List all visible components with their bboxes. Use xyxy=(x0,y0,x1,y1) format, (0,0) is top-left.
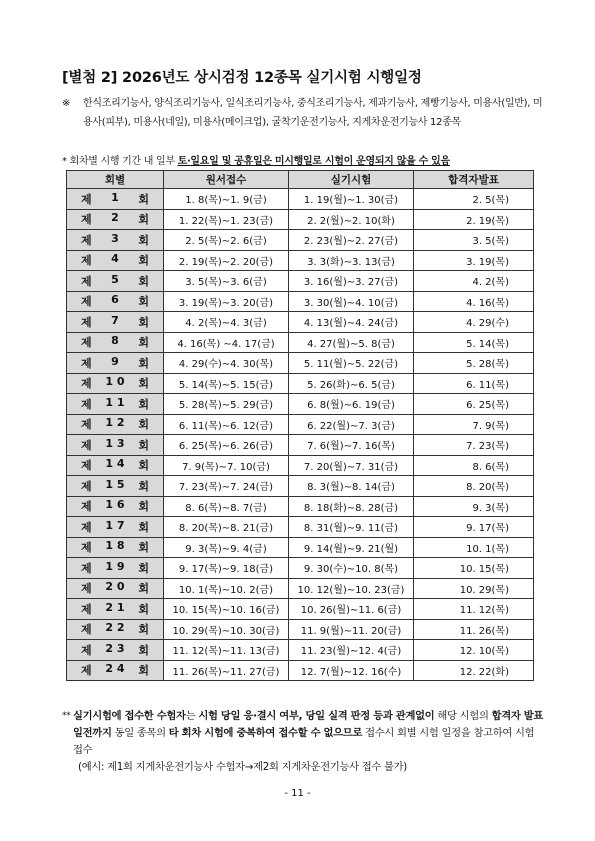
round-part: 회 xyxy=(138,479,149,493)
round-label xyxy=(67,621,163,637)
round-cell xyxy=(67,291,164,312)
footnote-example: (예시: 제1회 지게차운전기능사 수험자→제2회 지게차운전기능사 접수 불가) xyxy=(78,761,408,773)
apply-cell: 2. 19(목)∼2. 20(금) xyxy=(164,250,289,271)
page-number: - 11 - xyxy=(284,788,311,799)
table-row xyxy=(67,250,534,271)
round-label xyxy=(67,560,163,576)
round-label xyxy=(67,601,163,617)
apply-cell: 8. 6(목)∼8. 7(금) xyxy=(164,496,289,517)
footnote-t2: 해당 시험의 xyxy=(434,710,492,722)
round-label xyxy=(67,211,163,227)
apply-cell: 11. 12(목)∼11. 13(금) xyxy=(164,640,289,661)
round-part: 제 xyxy=(81,377,92,391)
round-cell xyxy=(67,476,164,497)
result-cell: 8. 6(목) xyxy=(414,455,534,476)
round-part: 회 xyxy=(138,664,149,678)
round-label xyxy=(67,375,163,391)
round-label xyxy=(67,539,163,555)
apply-cell: 4. 29(수)∼4. 30(목) xyxy=(164,353,289,374)
exam-cell: 11. 23(월)∼12. 4(금) xyxy=(289,640,414,661)
table-row xyxy=(67,599,534,620)
exam-cell: 4. 27(월)∼5. 8(금) xyxy=(289,332,414,353)
exam-cell: 8. 31(월)∼9. 11(금) xyxy=(289,517,414,538)
apply-cell: 10. 1(목)∼10. 2(금) xyxy=(164,578,289,599)
result-cell: 4. 2(목) xyxy=(414,271,534,292)
exam-cell: 3. 3(화)∼3. 13(금) xyxy=(289,250,414,271)
result-cell: 11. 26(목) xyxy=(414,619,534,640)
round-part: 회 xyxy=(138,336,149,350)
round-label xyxy=(67,355,163,371)
footnote-b1: 실기시험에 접수한 수험자 xyxy=(73,710,186,722)
header-round: 회별 xyxy=(67,171,164,189)
round-label xyxy=(67,232,163,248)
round-part: 제 xyxy=(81,520,92,534)
round-part: 회 xyxy=(138,500,149,514)
apply-cell: 6. 11(목)∼6. 12(금) xyxy=(164,414,289,435)
round-part: 제 xyxy=(81,664,92,678)
round-cell xyxy=(67,250,164,271)
round-cell xyxy=(67,189,164,210)
exam-cell: 9. 30(수)∼10. 8(목) xyxy=(289,558,414,579)
page-title: [별첨 2] 2026년도 상시검정 12종목 실기시험 시행일정 xyxy=(62,70,422,86)
table-row xyxy=(67,537,534,558)
round-part: 1 xyxy=(111,190,119,204)
round-label xyxy=(67,273,163,289)
round-part: 회 xyxy=(138,582,149,596)
round-part: 회 xyxy=(138,602,149,616)
round-label xyxy=(67,334,163,350)
round-part: 제 xyxy=(81,213,92,227)
table-row xyxy=(67,373,534,394)
round-part: 1 3 xyxy=(105,436,125,450)
round-label xyxy=(67,519,163,535)
round-part: 1 8 xyxy=(105,539,125,553)
round-part: 제 xyxy=(81,561,92,575)
round-cell xyxy=(67,373,164,394)
round-cell xyxy=(67,271,164,292)
result-cell: 11. 12(목) xyxy=(414,599,534,620)
apply-cell: 3. 19(목)∼3. 20(금) xyxy=(164,291,289,312)
apply-cell: 4. 16(목) ∼4. 17(금) xyxy=(164,332,289,353)
round-part: 6 xyxy=(111,293,119,307)
round-cell xyxy=(67,578,164,599)
round-cell xyxy=(67,230,164,251)
footnote-body xyxy=(73,708,544,776)
table-row xyxy=(67,455,534,476)
round-part: 4 xyxy=(111,252,119,266)
exam-cell: 5. 11(월)∼5. 22(금) xyxy=(289,353,414,374)
exam-cell: 1. 19(월)∼1. 30(금) xyxy=(289,189,414,210)
round-part: 제 xyxy=(81,623,92,637)
round-label xyxy=(67,437,163,453)
round-part: 7 xyxy=(111,313,119,327)
exam-cell: 10. 12(월)∼10. 23(금) xyxy=(289,578,414,599)
apply-cell: 11. 26(목)∼11. 27(금) xyxy=(164,660,289,681)
round-part: 회 xyxy=(138,541,149,555)
round-part: 제 xyxy=(81,500,92,514)
table-row xyxy=(67,578,534,599)
header-apply: 원서접수 xyxy=(164,171,289,189)
exam-cell: 7. 20(월)∼7. 31(금) xyxy=(289,455,414,476)
result-cell: 10. 29(목) xyxy=(414,578,534,599)
round-part: 회 xyxy=(138,254,149,268)
header-result: 합격자발표 xyxy=(414,171,534,189)
round-label xyxy=(67,478,163,494)
round-cell xyxy=(67,640,164,661)
round-part: 제 xyxy=(81,192,92,206)
apply-cell: 10. 29(목)∼10. 30(금) xyxy=(164,619,289,640)
round-cell xyxy=(67,435,164,456)
result-cell: 5. 28(목) xyxy=(414,353,534,374)
round-cell xyxy=(67,599,164,620)
table-header-row xyxy=(67,171,534,189)
round-part: 3 xyxy=(111,231,119,245)
round-part: 제 xyxy=(81,233,92,247)
round-label xyxy=(67,396,163,412)
round-part: 회 xyxy=(138,315,149,329)
round-part: 1 9 xyxy=(105,559,125,573)
round-part: 회 xyxy=(138,233,149,247)
table-row xyxy=(67,312,534,333)
apply-cell: 7. 23(목)∼7. 24(금) xyxy=(164,476,289,497)
target-items-note xyxy=(62,94,547,132)
round-part: 제 xyxy=(81,479,92,493)
round-cell xyxy=(67,537,164,558)
round-part: 5 xyxy=(111,272,119,286)
footnote-mark: ** xyxy=(62,711,71,721)
round-part: 제 xyxy=(81,295,92,309)
exam-cell: 6. 22(월)∼7. 3(금) xyxy=(289,414,414,435)
round-cell xyxy=(67,455,164,476)
round-part: 제 xyxy=(81,397,92,411)
round-label xyxy=(67,314,163,330)
round-label xyxy=(67,191,163,207)
round-part: 회 xyxy=(138,356,149,370)
round-part: 2 4 xyxy=(105,662,125,676)
round-cell xyxy=(67,332,164,353)
table-row xyxy=(67,435,534,456)
round-part: 회 xyxy=(138,274,149,288)
table-row xyxy=(67,332,534,353)
round-label xyxy=(67,642,163,658)
apply-cell: 2. 5(목)∼2. 6(금) xyxy=(164,230,289,251)
round-cell xyxy=(67,414,164,435)
round-part: 제 xyxy=(81,336,92,350)
target-items-text: 한식조리기능사, 양식조리기능사, 일식조리기능사, 중식조리기능사, 제과기능사, 제빵기능사, 미용사(일반), 미용사(피부), 미용사(네일), 미용사(메이크업), 굴착기운전기능사, 지게차운전기능사 12종목 xyxy=(83,98,543,128)
round-label xyxy=(67,293,163,309)
exam-cell: 4. 13(월)∼4. 24(금) xyxy=(289,312,414,333)
table-row xyxy=(67,476,534,497)
table-row xyxy=(67,517,534,538)
result-cell: 3. 5(목) xyxy=(414,230,534,251)
round-part: 2 xyxy=(111,211,119,225)
result-cell: 6. 25(목) xyxy=(414,394,534,415)
round-part: 제 xyxy=(81,459,92,473)
round-part: 회 xyxy=(138,295,149,309)
round-part: 회 xyxy=(138,418,149,432)
exam-cell: 2. 23(월)∼2. 27(금) xyxy=(289,230,414,251)
round-part: 1 1 xyxy=(105,395,125,409)
round-cell xyxy=(67,619,164,640)
exam-cell: 8. 18(화)∼8. 28(금) xyxy=(289,496,414,517)
footnote-t4: 접수시 회별 시험 일정을 참고하여 시험 접수 xyxy=(73,727,535,756)
apply-cell: 5. 28(목)∼5. 29(금) xyxy=(164,394,289,415)
exam-cell: 5. 26(화)∼6. 5(금) xyxy=(289,373,414,394)
result-cell: 4. 29(수) xyxy=(414,312,534,333)
apply-cell: 6. 25(목)∼6. 26(금) xyxy=(164,435,289,456)
header-exam: 실기시험 xyxy=(289,171,414,189)
exam-cell: 10. 26(월)∼11. 6(금) xyxy=(289,599,414,620)
round-part: 제 xyxy=(81,356,92,370)
apply-cell: 4. 2(목)∼4. 3(금) xyxy=(164,312,289,333)
footnote-t1: 는 xyxy=(185,710,199,722)
footnote xyxy=(62,708,544,776)
exam-cell: 12. 7(월)∼12. 16(수) xyxy=(289,660,414,681)
round-label xyxy=(67,457,163,473)
exam-cell: 3. 30(월)∼4. 10(금) xyxy=(289,291,414,312)
table-row xyxy=(67,230,534,251)
apply-cell: 1. 22(목)∼1. 23(금) xyxy=(164,209,289,230)
round-part: 제 xyxy=(81,643,92,657)
round-cell xyxy=(67,353,164,374)
table-row xyxy=(67,209,534,230)
round-cell xyxy=(67,496,164,517)
table-row xyxy=(67,619,534,640)
round-part: 1 5 xyxy=(105,477,125,491)
round-part: 제 xyxy=(81,602,92,616)
result-cell: 7. 9(목) xyxy=(414,414,534,435)
round-cell xyxy=(67,517,164,538)
footnote-t3: 동일 종목의 xyxy=(111,727,169,739)
result-cell: 2. 19(목) xyxy=(414,209,534,230)
result-cell: 9. 3(목) xyxy=(414,496,534,517)
result-cell: 10. 15(목) xyxy=(414,558,534,579)
exam-cell: 6. 8(월)∼6. 19(금) xyxy=(289,394,414,415)
table-row xyxy=(67,660,534,681)
round-part: 제 xyxy=(81,254,92,268)
result-cell: 12. 10(목) xyxy=(414,640,534,661)
round-part: 제 xyxy=(81,582,92,596)
apply-cell: 5. 14(목)∼5. 15(금) xyxy=(164,373,289,394)
footnote-b3: 합격자 발표일전까지 xyxy=(73,710,544,739)
table-row xyxy=(67,271,534,292)
result-cell: 7. 23(목) xyxy=(414,435,534,456)
footnote-b2: 시험 당일 응·결시 여부, 당일 실격 판정 등과 관계없이 xyxy=(198,710,435,722)
round-cell xyxy=(67,394,164,415)
round-part: 2 3 xyxy=(105,641,125,655)
round-part: 제 xyxy=(81,438,92,452)
result-cell: 2. 5(목) xyxy=(414,189,534,210)
round-part: 회 xyxy=(138,520,149,534)
round-part: 8 xyxy=(111,334,119,348)
table-row xyxy=(67,291,534,312)
result-cell: 8. 20(목) xyxy=(414,476,534,497)
apply-cell: 9. 3(목)∼9. 4(금) xyxy=(164,537,289,558)
round-part: 2 1 xyxy=(105,600,125,614)
round-part: 제 xyxy=(81,418,92,432)
exam-cell: 8. 3(월)∼8. 14(금) xyxy=(289,476,414,497)
round-part: 회 xyxy=(138,192,149,206)
result-cell: 3. 19(목) xyxy=(414,250,534,271)
apply-cell: 10. 15(목)∼10. 16(금) xyxy=(164,599,289,620)
apply-cell: 3. 5(목)∼3. 6(금) xyxy=(164,271,289,292)
round-cell xyxy=(67,660,164,681)
round-label xyxy=(67,662,163,678)
schedule-table-body xyxy=(67,189,534,681)
round-label xyxy=(67,498,163,514)
round-part: 2 0 xyxy=(105,580,125,594)
footnote-b4: 타 회차 시험에 중복하여 접수할 수 없으므로 xyxy=(168,727,363,739)
reference-mark: ※ xyxy=(62,98,71,109)
table-row xyxy=(67,558,534,579)
round-part: 제 xyxy=(81,315,92,329)
round-part: 1 7 xyxy=(105,518,125,532)
round-cell xyxy=(67,558,164,579)
apply-cell: 7. 9(목)∼7. 10(금) xyxy=(164,455,289,476)
round-cell xyxy=(67,209,164,230)
round-part: 회 xyxy=(138,459,149,473)
result-cell: 10. 1(목) xyxy=(414,537,534,558)
result-cell: 5. 14(목) xyxy=(414,332,534,353)
round-part: 회 xyxy=(138,213,149,227)
round-label xyxy=(67,580,163,596)
table-row xyxy=(67,189,534,210)
exam-cell: 2. 2(월)∼2. 10(화) xyxy=(289,209,414,230)
weekend-note-emphasis: 토·일요일 및 공휴일은 미시행일로 시험이 운영되지 않을 수 있음 xyxy=(177,156,450,167)
round-part: 제 xyxy=(81,541,92,555)
round-part: 2 2 xyxy=(105,621,125,635)
table-row xyxy=(67,496,534,517)
round-part: 회 xyxy=(138,643,149,657)
table-row xyxy=(67,394,534,415)
weekend-note xyxy=(62,152,450,167)
result-cell: 6. 11(목) xyxy=(414,373,534,394)
round-part: 제 xyxy=(81,274,92,288)
apply-cell: 1. 8(목)∼1. 9(금) xyxy=(164,189,289,210)
apply-cell: 8. 20(목)∼8. 21(금) xyxy=(164,517,289,538)
table-row xyxy=(67,353,534,374)
round-part: 1 2 xyxy=(105,416,125,430)
round-part: 9 xyxy=(111,354,119,368)
result-cell: 9. 17(목) xyxy=(414,517,534,538)
table-row xyxy=(67,414,534,435)
round-part: 회 xyxy=(138,397,149,411)
result-cell: 12. 22(화) xyxy=(414,660,534,681)
apply-cell: 9. 17(목)∼9. 18(금) xyxy=(164,558,289,579)
round-part: 1 6 xyxy=(105,498,125,512)
round-label xyxy=(67,252,163,268)
round-label xyxy=(67,416,163,432)
exam-cell: 7. 6(월)∼7. 16(목) xyxy=(289,435,414,456)
round-part: 1 4 xyxy=(105,457,125,471)
round-part: 회 xyxy=(138,561,149,575)
round-cell xyxy=(67,312,164,333)
result-cell: 4. 16(목) xyxy=(414,291,534,312)
exam-cell: 3. 16(월)∼3. 27(금) xyxy=(289,271,414,292)
weekend-note-prefix: * 회차별 시행 기간 내 일부 xyxy=(62,156,178,167)
schedule-table xyxy=(66,170,534,681)
table-row xyxy=(67,640,534,661)
round-part: 1 0 xyxy=(105,375,125,389)
exam-cell: 9. 14(월)∼9. 21(월) xyxy=(289,537,414,558)
round-part: 회 xyxy=(138,377,149,391)
round-part: 회 xyxy=(138,438,149,452)
exam-cell: 11. 9(월)∼11. 20(금) xyxy=(289,619,414,640)
round-part: 회 xyxy=(138,623,149,637)
